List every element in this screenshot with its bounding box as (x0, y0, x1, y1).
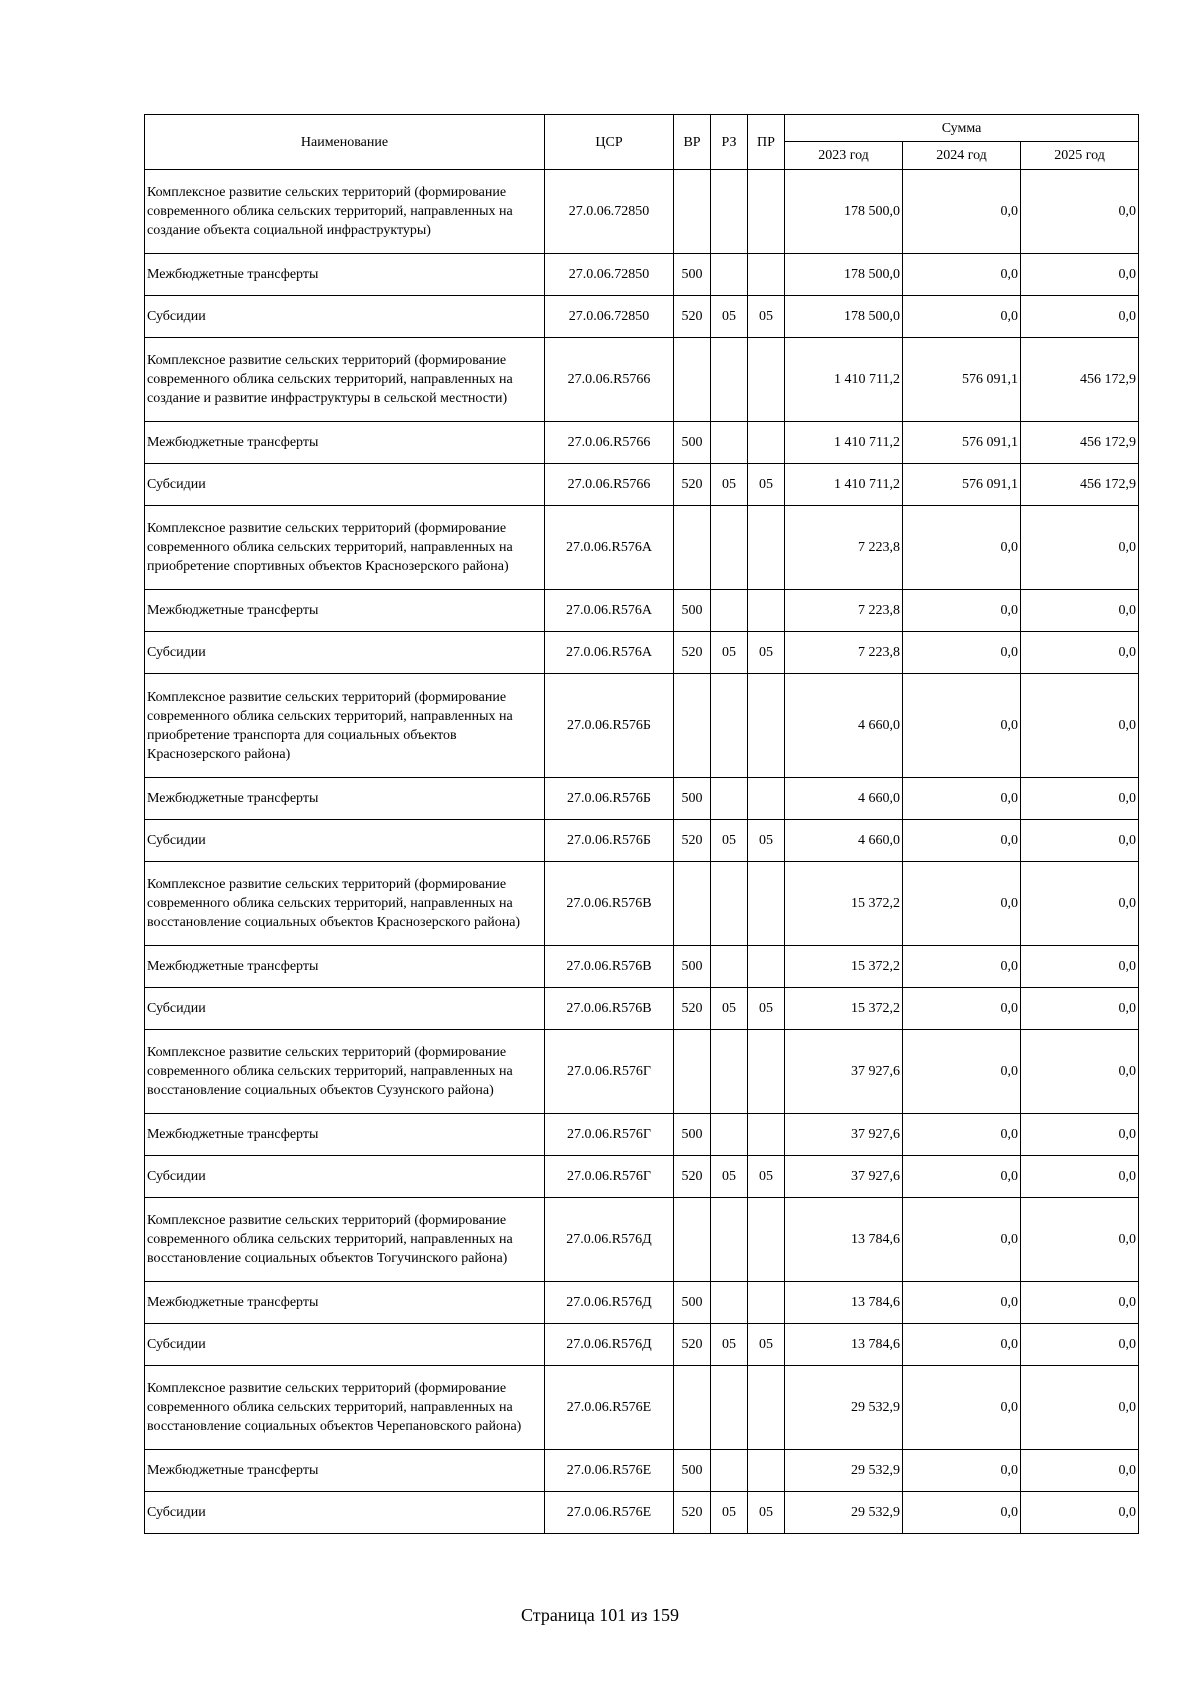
cell-csr: 27.0.06.R5766 (545, 338, 674, 422)
cell-sum-2024: 576 091,1 (903, 422, 1021, 464)
cell-name: Субсидии (145, 988, 545, 1030)
cell-sum-2024: 0,0 (903, 1114, 1021, 1156)
header-vr: ВР (674, 115, 711, 170)
cell-vr (674, 1366, 711, 1450)
cell-csr: 27.0.06.R576А (545, 632, 674, 674)
cell-csr: 27.0.06.R576Г (545, 1030, 674, 1114)
cell-sum-2023: 37 927,6 (785, 1156, 903, 1198)
cell-sum-2023: 7 223,8 (785, 506, 903, 590)
cell-vr: 500 (674, 778, 711, 820)
cell-sum-2024: 0,0 (903, 1282, 1021, 1324)
cell-rz (711, 590, 748, 632)
table-body (145, 170, 1139, 1534)
cell-sum-2024: 0,0 (903, 1366, 1021, 1450)
cell-sum-2025: 0,0 (1021, 988, 1139, 1030)
cell-rz (711, 506, 748, 590)
cell-vr: 500 (674, 590, 711, 632)
cell-sum-2025: 0,0 (1021, 1366, 1139, 1450)
cell-pr: 05 (748, 1156, 785, 1198)
cell-rz: 05 (711, 1156, 748, 1198)
cell-pr: 05 (748, 296, 785, 338)
cell-rz (711, 674, 748, 778)
cell-pr (748, 946, 785, 988)
cell-vr (674, 1030, 711, 1114)
table-row (145, 1324, 1139, 1366)
table-row (145, 632, 1139, 674)
cell-sum-2024: 0,0 (903, 1450, 1021, 1492)
cell-pr: 05 (748, 464, 785, 506)
cell-csr: 27.0.06.R576В (545, 946, 674, 988)
cell-pr (748, 1198, 785, 1282)
cell-csr: 27.0.06.R576Б (545, 674, 674, 778)
cell-sum-2023: 7 223,8 (785, 632, 903, 674)
cell-rz (711, 254, 748, 296)
cell-name: Межбюджетные трансферты (145, 1114, 545, 1156)
cell-csr: 27.0.06.R5766 (545, 422, 674, 464)
cell-sum-2023: 15 372,2 (785, 946, 903, 988)
cell-sum-2025: 456 172,9 (1021, 464, 1139, 506)
cell-pr (748, 422, 785, 464)
cell-pr: 05 (748, 1324, 785, 1366)
header-sum: Сумма (785, 115, 1139, 142)
table-row (145, 296, 1139, 338)
cell-rz: 05 (711, 988, 748, 1030)
cell-rz: 05 (711, 464, 748, 506)
cell-rz (711, 1114, 748, 1156)
cell-sum-2023: 4 660,0 (785, 820, 903, 862)
page-number: Страница 101 из 159 (521, 1605, 679, 1625)
cell-sum-2025: 0,0 (1021, 632, 1139, 674)
table-row (145, 946, 1139, 988)
table-row (145, 1366, 1139, 1450)
cell-vr: 500 (674, 1282, 711, 1324)
cell-pr: 05 (748, 1492, 785, 1534)
cell-sum-2023: 178 500,0 (785, 170, 903, 254)
cell-pr (748, 506, 785, 590)
table-row (145, 1156, 1139, 1198)
cell-vr: 520 (674, 296, 711, 338)
cell-pr (748, 1114, 785, 1156)
cell-rz (711, 1366, 748, 1450)
cell-sum-2025: 0,0 (1021, 254, 1139, 296)
header-pr: ПР (748, 115, 785, 170)
cell-rz: 05 (711, 296, 748, 338)
cell-name: Комплексное развитие сельских территорий (формирование современного облика сельских территорий, направленных на приобретение транспорта для социальных объектов Краснозерского района) (145, 674, 545, 778)
cell-rz (711, 422, 748, 464)
cell-name: Субсидии (145, 296, 545, 338)
cell-csr: 27.0.06.R576Е (545, 1366, 674, 1450)
cell-csr: 27.0.06.R576Г (545, 1156, 674, 1198)
cell-rz (711, 1282, 748, 1324)
cell-vr: 520 (674, 820, 711, 862)
cell-sum-2025: 0,0 (1021, 1324, 1139, 1366)
header-csr: ЦСР (545, 115, 674, 170)
header-rz: РЗ (711, 115, 748, 170)
cell-sum-2024: 0,0 (903, 1324, 1021, 1366)
cell-rz: 05 (711, 632, 748, 674)
cell-rz (711, 778, 748, 820)
cell-sum-2023: 37 927,6 (785, 1030, 903, 1114)
cell-sum-2024: 0,0 (903, 1198, 1021, 1282)
cell-sum-2025: 0,0 (1021, 1114, 1139, 1156)
cell-sum-2025: 0,0 (1021, 590, 1139, 632)
cell-sum-2024: 0,0 (903, 170, 1021, 254)
cell-pr: 05 (748, 820, 785, 862)
cell-rz (711, 1198, 748, 1282)
cell-csr: 27.0.06.72850 (545, 254, 674, 296)
cell-sum-2024: 0,0 (903, 674, 1021, 778)
cell-name: Субсидии (145, 1156, 545, 1198)
cell-sum-2023: 29 532,9 (785, 1450, 903, 1492)
cell-name: Межбюджетные трансферты (145, 254, 545, 296)
cell-sum-2023: 29 532,9 (785, 1366, 903, 1450)
cell-csr: 27.0.06.R5766 (545, 464, 674, 506)
cell-sum-2025: 0,0 (1021, 946, 1139, 988)
cell-sum-2024: 0,0 (903, 506, 1021, 590)
budget-table (144, 114, 1139, 1534)
header-name: Наименование (145, 115, 545, 170)
cell-sum-2025: 0,0 (1021, 1492, 1139, 1534)
cell-csr: 27.0.06.R576Г (545, 1114, 674, 1156)
cell-rz (711, 170, 748, 254)
cell-sum-2025: 0,0 (1021, 506, 1139, 590)
cell-sum-2025: 0,0 (1021, 820, 1139, 862)
cell-sum-2023: 7 223,8 (785, 590, 903, 632)
cell-pr (748, 1450, 785, 1492)
cell-sum-2024: 0,0 (903, 1156, 1021, 1198)
cell-vr (674, 338, 711, 422)
cell-sum-2023: 13 784,6 (785, 1282, 903, 1324)
table-row (145, 778, 1139, 820)
cell-vr: 520 (674, 464, 711, 506)
cell-csr: 27.0.06.R576Б (545, 778, 674, 820)
cell-sum-2025: 0,0 (1021, 778, 1139, 820)
cell-rz (711, 1030, 748, 1114)
cell-vr: 520 (674, 632, 711, 674)
table-row (145, 1450, 1139, 1492)
cell-vr (674, 506, 711, 590)
table-row (145, 988, 1139, 1030)
cell-sum-2025: 0,0 (1021, 296, 1139, 338)
cell-pr: 05 (748, 988, 785, 1030)
cell-sum-2023: 37 927,6 (785, 1114, 903, 1156)
cell-sum-2023: 4 660,0 (785, 778, 903, 820)
header-year-2024: 2024 год (903, 142, 1021, 170)
cell-rz: 05 (711, 1324, 748, 1366)
cell-vr: 500 (674, 1450, 711, 1492)
table-row (145, 422, 1139, 464)
cell-sum-2024: 0,0 (903, 946, 1021, 988)
table-row (145, 1492, 1139, 1534)
cell-sum-2025: 456 172,9 (1021, 338, 1139, 422)
cell-sum-2025: 0,0 (1021, 1450, 1139, 1492)
cell-name: Межбюджетные трансферты (145, 1282, 545, 1324)
cell-sum-2023: 13 784,6 (785, 1198, 903, 1282)
cell-pr (748, 1030, 785, 1114)
cell-sum-2024: 0,0 (903, 254, 1021, 296)
cell-name: Субсидии (145, 820, 545, 862)
cell-pr (748, 778, 785, 820)
cell-pr (748, 862, 785, 946)
cell-vr: 520 (674, 1324, 711, 1366)
cell-name: Комплексное развитие сельских территорий (формирование современного облика сельских территорий, направленных на восстановление социальных объектов Краснозерского района) (145, 862, 545, 946)
table-row (145, 1282, 1139, 1324)
cell-sum-2023: 29 532,9 (785, 1492, 903, 1534)
cell-csr: 27.0.06.R576Е (545, 1450, 674, 1492)
cell-sum-2024: 0,0 (903, 1030, 1021, 1114)
cell-sum-2024: 0,0 (903, 590, 1021, 632)
table-row (145, 170, 1139, 254)
cell-sum-2024: 0,0 (903, 632, 1021, 674)
cell-name: Комплексное развитие сельских территорий (формирование современного облика сельских территорий, направленных на восстановление социальных объектов Тогучинского района) (145, 1198, 545, 1282)
cell-sum-2023: 4 660,0 (785, 674, 903, 778)
cell-vr (674, 1198, 711, 1282)
cell-vr: 520 (674, 1492, 711, 1534)
cell-sum-2023: 15 372,2 (785, 988, 903, 1030)
cell-name: Комплексное развитие сельских территорий (формирование современного облика сельских территорий, направленных на восстановление социальных объектов Черепановского района) (145, 1366, 545, 1450)
cell-rz (711, 338, 748, 422)
cell-vr (674, 674, 711, 778)
table-row (145, 862, 1139, 946)
cell-sum-2025: 0,0 (1021, 1156, 1139, 1198)
table-row (145, 590, 1139, 632)
cell-sum-2024: 0,0 (903, 778, 1021, 820)
cell-name: Субсидии (145, 632, 545, 674)
table-row (145, 674, 1139, 778)
cell-sum-2025: 0,0 (1021, 674, 1139, 778)
cell-pr (748, 590, 785, 632)
cell-rz (711, 862, 748, 946)
table-row (145, 820, 1139, 862)
cell-csr: 27.0.06.R576Б (545, 820, 674, 862)
cell-pr (748, 338, 785, 422)
cell-sum-2025: 0,0 (1021, 1198, 1139, 1282)
cell-sum-2023: 1 410 711,2 (785, 338, 903, 422)
cell-name: Комплексное развитие сельских территорий (формирование современного облика сельских территорий, направленных на восстановление социальных объектов Сузунского района) (145, 1030, 545, 1114)
cell-csr: 27.0.06.72850 (545, 170, 674, 254)
cell-pr (748, 674, 785, 778)
cell-csr: 27.0.06.R576В (545, 988, 674, 1030)
cell-name: Межбюджетные трансферты (145, 946, 545, 988)
cell-sum-2023: 1 410 711,2 (785, 464, 903, 506)
cell-csr: 27.0.06.R576Д (545, 1282, 674, 1324)
cell-pr (748, 1282, 785, 1324)
cell-sum-2025: 0,0 (1021, 1030, 1139, 1114)
header-year-2023: 2023 год (785, 142, 903, 170)
cell-rz: 05 (711, 820, 748, 862)
cell-name: Субсидии (145, 1492, 545, 1534)
cell-vr: 500 (674, 946, 711, 988)
cell-name: Межбюджетные трансферты (145, 1450, 545, 1492)
cell-sum-2023: 178 500,0 (785, 254, 903, 296)
cell-sum-2024: 0,0 (903, 296, 1021, 338)
cell-sum-2023: 1 410 711,2 (785, 422, 903, 464)
table-row (145, 464, 1139, 506)
cell-sum-2024: 576 091,1 (903, 464, 1021, 506)
table-row (145, 1114, 1139, 1156)
cell-csr: 27.0.06.R576А (545, 506, 674, 590)
cell-name: Комплексное развитие сельских территорий (формирование современного облика сельских территорий, направленных на приобретение спортивных объектов Краснозерского района) (145, 506, 545, 590)
cell-sum-2025: 0,0 (1021, 170, 1139, 254)
cell-csr: 27.0.06.R576Е (545, 1492, 674, 1534)
cell-vr: 520 (674, 988, 711, 1030)
table-row (145, 1030, 1139, 1114)
cell-pr (748, 170, 785, 254)
table-row (145, 338, 1139, 422)
cell-sum-2023: 15 372,2 (785, 862, 903, 946)
cell-rz (711, 1450, 748, 1492)
cell-vr (674, 862, 711, 946)
header-year-2025: 2025 год (1021, 142, 1139, 170)
table-row (145, 506, 1139, 590)
cell-rz: 05 (711, 1492, 748, 1534)
cell-name: Субсидии (145, 464, 545, 506)
cell-rz (711, 946, 748, 988)
cell-csr: 27.0.06.72850 (545, 296, 674, 338)
cell-name: Межбюджетные трансферты (145, 590, 545, 632)
cell-sum-2025: 0,0 (1021, 1282, 1139, 1324)
cell-name: Межбюджетные трансферты (145, 422, 545, 464)
cell-sum-2025: 0,0 (1021, 862, 1139, 946)
cell-sum-2023: 178 500,0 (785, 296, 903, 338)
cell-sum-2024: 0,0 (903, 862, 1021, 946)
cell-name: Комплексное развитие сельских территорий (формирование современного облика сельских территорий, направленных на создание и развитие инфраструктуры в сельской местности) (145, 338, 545, 422)
cell-csr: 27.0.06.R576Д (545, 1198, 674, 1282)
table-row (145, 254, 1139, 296)
cell-csr: 27.0.06.R576А (545, 590, 674, 632)
cell-csr: 27.0.06.R576В (545, 862, 674, 946)
cell-sum-2025: 456 172,9 (1021, 422, 1139, 464)
table-row (145, 1198, 1139, 1282)
cell-vr: 500 (674, 1114, 711, 1156)
cell-pr (748, 1366, 785, 1450)
cell-vr (674, 170, 711, 254)
cell-name: Комплексное развитие сельских территорий (формирование современного облика сельских территорий, направленных на создание объекта социальной инфраструктуры) (145, 170, 545, 254)
cell-vr: 500 (674, 254, 711, 296)
cell-vr: 500 (674, 422, 711, 464)
cell-vr: 520 (674, 1156, 711, 1198)
cell-sum-2024: 0,0 (903, 820, 1021, 862)
cell-sum-2024: 576 091,1 (903, 338, 1021, 422)
cell-sum-2023: 13 784,6 (785, 1324, 903, 1366)
cell-csr: 27.0.06.R576Д (545, 1324, 674, 1366)
cell-name: Субсидии (145, 1324, 545, 1366)
cell-sum-2024: 0,0 (903, 988, 1021, 1030)
cell-sum-2024: 0,0 (903, 1492, 1021, 1534)
cell-pr (748, 254, 785, 296)
cell-name: Межбюджетные трансферты (145, 778, 545, 820)
cell-pr: 05 (748, 632, 785, 674)
